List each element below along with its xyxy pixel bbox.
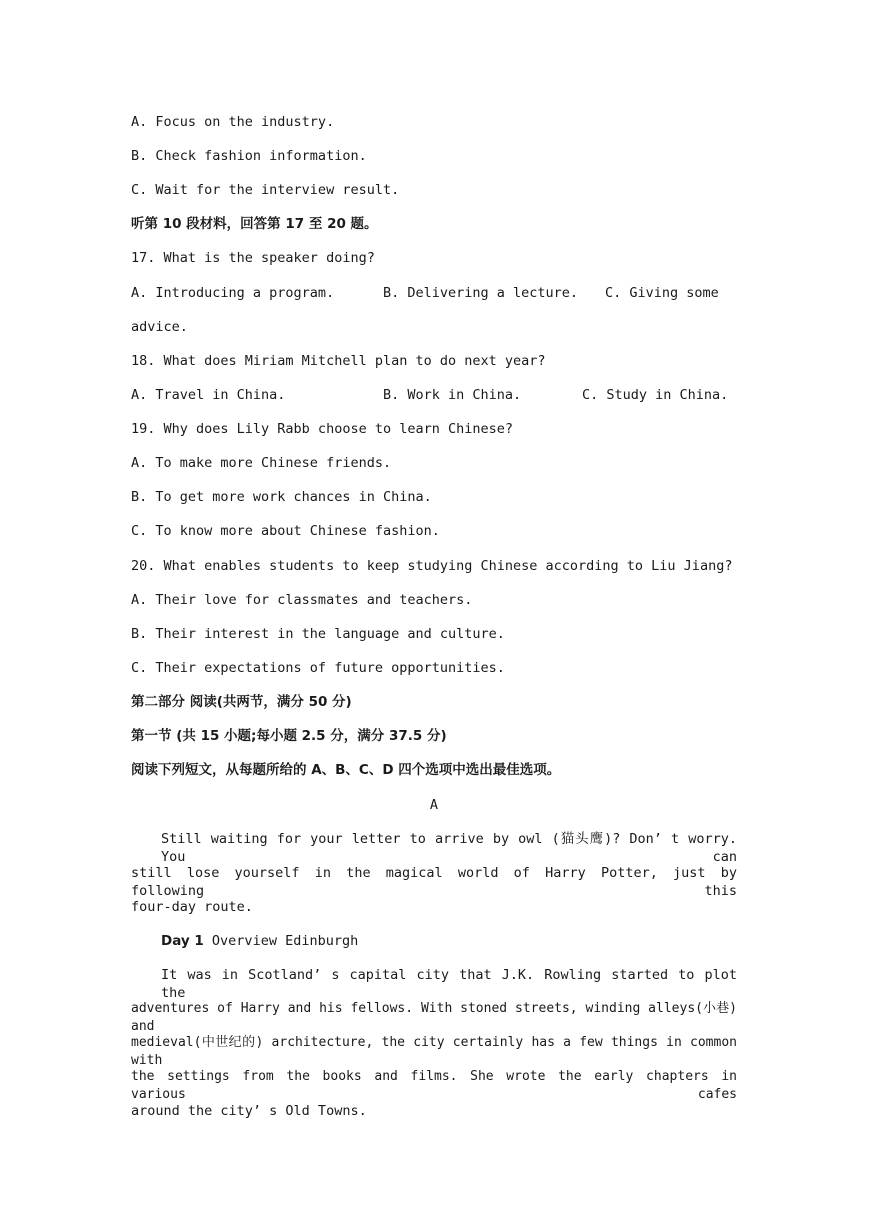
- paragraph-1-line-1: Still waiting for your letter to arrive by owl (猫头鹰)? Don’ t worry. You can: [161, 831, 737, 865]
- option-c-q17-cont: advice.: [131, 319, 188, 335]
- part-two-heading: 第二部分 阅读(共两节，满分 50 分): [131, 694, 352, 710]
- option-b-q18: B. Work in China.: [383, 387, 522, 403]
- option-b-q20: B. Their interest in the language and culture.: [131, 626, 505, 642]
- paragraph-1-line-3: four-day route.: [131, 899, 253, 915]
- paragraph-1-line-2: still lose yourself in the magical world of Harry Potter, just by following this: [131, 865, 737, 899]
- option-a-q18: A. Travel in China.: [131, 387, 286, 403]
- option-c-q16: C. Wait for the interview result.: [131, 182, 400, 198]
- passage-label: A: [429, 797, 439, 813]
- option-b-q16: B. Check fashion information.: [131, 148, 367, 164]
- option-b-q19: B. To get more work chances in China.: [131, 489, 432, 505]
- instructions: 阅读下列短文，从每题所给的 A、B、C、D 四个选项中选出最佳选项。: [131, 762, 561, 778]
- question-19: 19. Why does Lily Rabb choose to learn Chinese?: [131, 421, 514, 437]
- option-a-q17: A. Introducing a program.: [131, 285, 335, 301]
- option-a-q20: A. Their love for classmates and teachers.: [131, 592, 473, 608]
- day-1-label: Day 1: [161, 933, 204, 949]
- paragraph-2-line-3: medieval(中世纪的) architecture, the city certainly has a few things in common with: [131, 1035, 737, 1068]
- paragraph-2-line-5: around the city’ s Old Towns.: [131, 1103, 367, 1119]
- option-a-q16: A. Focus on the industry.: [131, 114, 335, 130]
- paragraph-2-line-2: adventures of Harry and his fellows. With stoned streets, winding alleys(小巷) and: [131, 1001, 737, 1034]
- question-18: 18. What does Miriam Mitchell plan to do next year?: [131, 353, 546, 369]
- option-c-q18: C. Study in China.: [582, 387, 729, 403]
- section-heading-10: 听第 10 段材料，回答第 17 至 20 题。: [131, 216, 378, 232]
- day-1-title: Overview Edinburgh: [203, 933, 359, 949]
- option-b-q17: B. Delivering a lecture.: [383, 285, 579, 301]
- day-1-heading: [161, 932, 737, 950]
- section-one-heading: 第一节 (共 15 小题;每小题 2.5 分，满分 37.5 分): [131, 728, 447, 744]
- question-17: 17. What is the speaker doing?: [131, 250, 375, 266]
- paragraph-2-line-1: It was in Scotland’ s capital city that J.K. Rowling started to plot the: [161, 967, 737, 1001]
- option-a-q19: A. To make more Chinese friends.: [131, 455, 392, 471]
- paragraph-2-line-4: the settings from the books and films. She wrote the early chapters in various cafes: [131, 1069, 737, 1102]
- option-c-q20: C. Their expectations of future opportunities.: [131, 660, 505, 676]
- option-c-q17: C. Giving some: [605, 285, 719, 301]
- question-20: 20. What enables students to keep studying Chinese according to Liu Jiang?: [131, 558, 733, 574]
- option-c-q19: C. To know more about Chinese fashion.: [131, 523, 440, 539]
